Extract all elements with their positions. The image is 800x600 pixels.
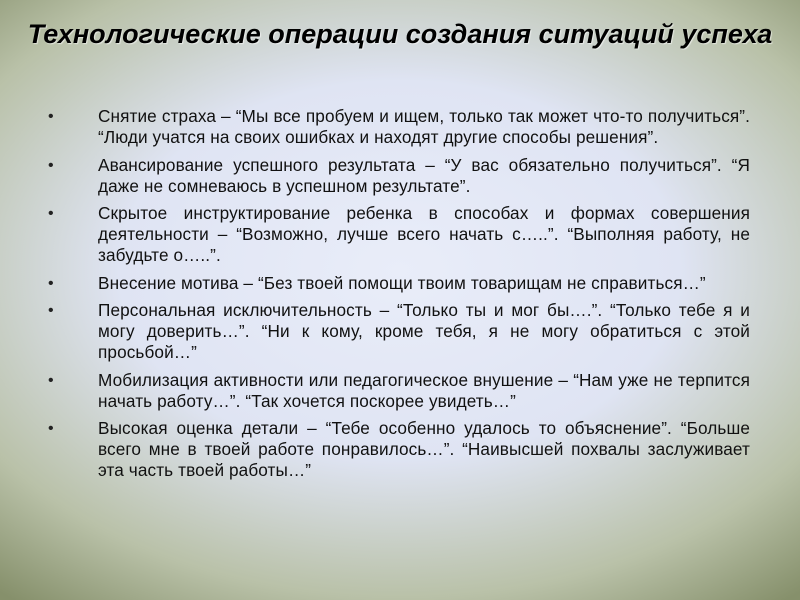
list-item-text: Скрытое инструктирование ребенка в способах и формах совершения деятельности – “Возможно, лучше всего начать с…..”. “Выполняя работу, не забудьте о…..”.: [98, 203, 750, 265]
list-item-text: Внесение мотива – “Без твоей помощи твоим товарищам не справиться…”: [98, 272, 706, 293]
bullet-icon: •: [48, 302, 54, 319]
list-item: [40, 300, 750, 363]
list-item: [40, 155, 750, 197]
list-item-text: Высокая оценка детали – “Тебе особенно удалось то объяснение”. “Больше всего мне в твоей работе понравилось…”. “Наивысшей похвалы заслуживает эта часть твоей работы…”: [98, 418, 750, 480]
bullet-icon: •: [48, 108, 54, 125]
bullet-list: [40, 106, 750, 488]
list-item: [40, 418, 750, 481]
bullet-icon: •: [48, 371, 54, 389]
list-item-text: Персональная исключительность – “Только ты и мог бы….”. “Только тебе я и могу доверить…”. “Ни к кому, кроме тебя, я не могу обратиться с этой просьбой…”: [98, 300, 750, 362]
slide-title: Технологические операции создания ситуаций успеха: [27, 19, 773, 49]
list-item-text: Авансирование успешного результата – “У вас обязательно получиться”. “Я даже не сомневаюсь в успешном результате”.: [98, 154, 750, 196]
bullet-icon: •: [48, 156, 54, 174]
list-item: [40, 203, 750, 266]
list-item-text: Мобилизация активности или педагогическое внушение – “Нам уже не терпится начать работу…”. “Так хочется поскорее увидеть…”: [98, 369, 750, 411]
list-item: [40, 370, 750, 412]
list-item-text: Снятие страха – “Мы все пробуем и ищем, только так может что-то получиться”. “Люди учатся на своих ошибках и находят другие способы решения”.: [98, 106, 750, 147]
bullet-icon: •: [48, 420, 54, 437]
bullet-icon: •: [48, 205, 54, 222]
list-item: [40, 106, 750, 148]
bullet-icon: •: [48, 274, 54, 292]
list-item: [40, 273, 750, 294]
